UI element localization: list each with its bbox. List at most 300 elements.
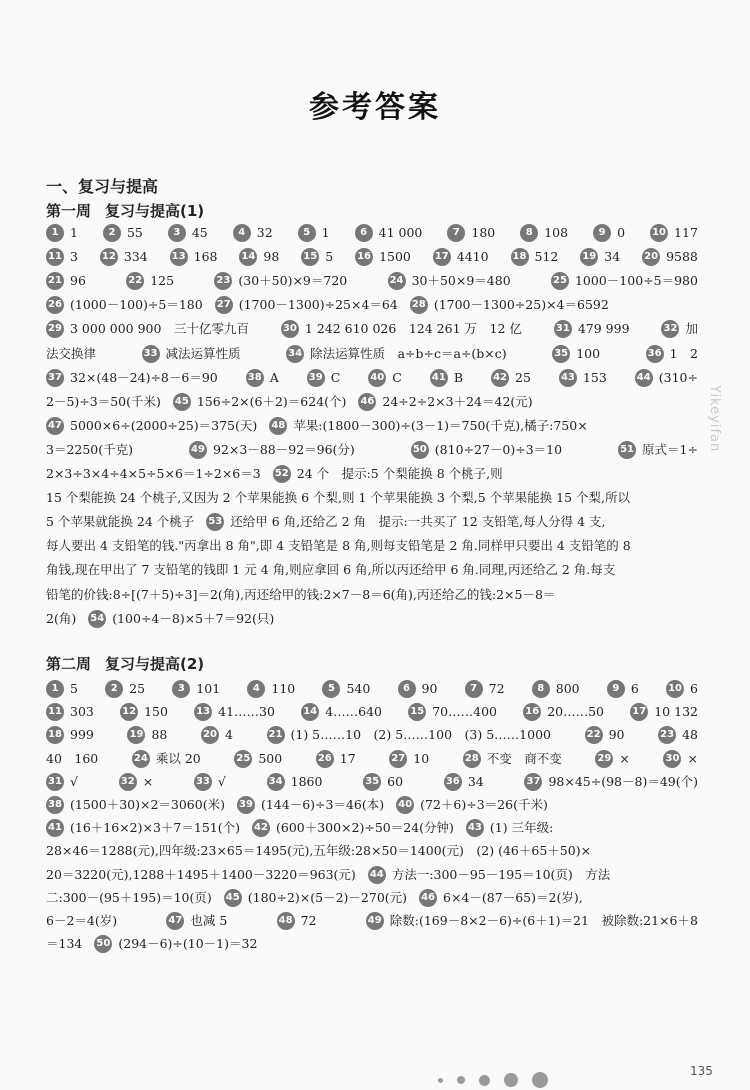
answer-line [46, 817, 698, 839]
answer-item [580, 246, 620, 268]
question-number-badge: 9 [593, 224, 611, 242]
answer-item [172, 678, 220, 700]
answer-text: 加 [685, 321, 698, 337]
answer-text: 方法一:300－95－195＝10(页) 方法 [391, 866, 611, 882]
question-number-badge: 3 [168, 224, 186, 242]
question-number-badge: 38 [246, 369, 264, 387]
question-number-badge: 17 [630, 703, 648, 721]
question-number-badge: 46 [419, 889, 437, 907]
answer-item [301, 701, 382, 723]
answer-text: (810÷27－0)÷3＝10 [434, 441, 563, 457]
answer-text: 168 [193, 249, 218, 265]
answer-text: × [619, 750, 630, 766]
answer-text: 3 [70, 249, 78, 265]
answer-item [126, 270, 174, 292]
question-number-badge: 14 [239, 248, 257, 266]
question-number-badge: 44 [635, 369, 653, 387]
question-number-badge: 30 [281, 320, 299, 338]
answer-text: × [142, 773, 154, 789]
question-number-badge: 12 [120, 703, 138, 721]
answer-item [277, 910, 317, 932]
question-number-badge: 34 [286, 345, 304, 363]
answer-item [168, 222, 208, 244]
answer-text: 98×45÷(98－8)＝49(个) [548, 773, 698, 789]
answer-text: 4410 [456, 249, 489, 265]
answer-item [46, 391, 161, 413]
answer-item [224, 887, 407, 909]
answer-item [281, 318, 522, 340]
answer-text: 10 [413, 750, 430, 766]
question-number-badge: 24 [388, 272, 406, 290]
answer-item [358, 391, 532, 413]
answer-item [559, 367, 607, 389]
answer-text: 9588 [666, 249, 698, 265]
answer-text: 40 160 [46, 750, 99, 766]
answer-text: 70……400 [432, 704, 497, 720]
question-number-badge: 44 [368, 866, 386, 884]
question-number-badge: 50 [411, 441, 429, 459]
answer-text: × [687, 750, 698, 766]
answer-item [595, 748, 629, 770]
answer-item [593, 222, 625, 244]
answer-item [363, 771, 403, 793]
question-number-badge: 25 [551, 272, 569, 290]
answer-text: (600＋300×2)÷50＝24(分钟) [275, 820, 454, 836]
answer-text: 1 [321, 225, 330, 240]
question-number-badge: 14 [301, 703, 319, 721]
question-number-badge: 52 [273, 465, 291, 483]
side-watermark: Yikeyifan [707, 385, 722, 453]
answer-text: 41 000 [378, 225, 423, 240]
question-number-badge: 15 [408, 703, 426, 721]
answer-text: 10 132 [654, 704, 698, 720]
question-number-badge: 11 [46, 248, 64, 266]
answer-text: 17 [339, 750, 356, 766]
question-number-badge: 39 [237, 796, 255, 814]
answer-item [419, 887, 583, 909]
question-number-badge: 31 [46, 773, 64, 791]
answer-item [46, 246, 78, 268]
question-number-badge: 4 [233, 224, 251, 242]
answer-item [246, 367, 279, 389]
answer-item [301, 246, 333, 268]
answer-item [635, 367, 698, 389]
answer-line [46, 559, 698, 581]
answer-item [46, 294, 203, 316]
answer-item [368, 864, 611, 886]
answer-item [316, 748, 356, 770]
question-number-badge: 6 [355, 224, 373, 242]
question-number-badge: 29 [46, 320, 64, 338]
question-number-badge: 21 [46, 272, 64, 290]
answer-text: √ [70, 773, 78, 789]
answer-item [233, 222, 273, 244]
answer-item [46, 463, 261, 485]
answer-text: 512 [534, 249, 559, 265]
answer-text: 92×3－88－92＝96(分) [213, 441, 355, 457]
answer-item [524, 771, 698, 793]
answer-item [410, 294, 609, 316]
answer-text: 125 [150, 273, 175, 289]
answer-item [46, 748, 98, 770]
question-number-badge: 19 [580, 248, 598, 266]
answer-item [630, 701, 698, 723]
answer-text: 34 [467, 773, 484, 789]
answer-line [46, 840, 698, 862]
answer-text: 32×(48－24)÷8－6＝90 [70, 369, 218, 385]
answer-text: 铅笔的价钱:8÷[(7＋5)÷3]＝2(角),丙还给甲的钱:2×7－8＝6(角),丙还给乙的钱:2×5－8＝ [46, 586, 556, 602]
question-number-badge: 17 [433, 248, 451, 266]
question-number-badge: 37 [524, 773, 542, 791]
answer-text: 117 [674, 225, 698, 240]
question-number-badge: 28 [463, 750, 481, 768]
question-number-badge: 34 [267, 773, 285, 791]
question-number-badge: 43 [466, 819, 484, 837]
answer-line [46, 864, 698, 886]
question-number-badge: 27 [215, 296, 233, 314]
answer-line [46, 343, 698, 365]
question-number-badge: 1 [46, 680, 64, 698]
answer-item [618, 439, 698, 461]
answer-text: 110 [271, 681, 296, 696]
answer-text: ＝134 [46, 936, 83, 952]
answer-text: 还给甲 6 角,还给乙 2 角 提示:一共买了 12 支铅笔,每人分得 4 支, [230, 514, 606, 530]
answer-line [46, 584, 698, 606]
answer-item [46, 318, 249, 340]
question-number-badge: 7 [447, 224, 465, 242]
answer-text: 4 [224, 727, 233, 743]
answer-text: 479 999 [577, 321, 630, 337]
answer-item [46, 817, 240, 839]
question-number-badge: 51 [618, 441, 636, 459]
week1-name: 复习与提高(1) [105, 202, 205, 220]
question-number-badge: 5 [322, 680, 340, 698]
answer-text: 4……640 [325, 704, 382, 720]
question-number-badge: 45 [224, 889, 242, 907]
question-number-badge: 8 [532, 680, 550, 698]
answer-text: 0 [617, 225, 626, 240]
answer-item [46, 487, 630, 509]
answer-text: (1) 三年级: [489, 820, 554, 836]
answer-text: 20……50 [547, 704, 605, 720]
question-number-badge: 33 [194, 773, 212, 791]
answer-item [466, 817, 553, 839]
answer-item [239, 246, 279, 268]
answer-line [46, 487, 698, 509]
answer-item [554, 318, 630, 340]
answer-item [650, 222, 698, 244]
answer-line [46, 367, 698, 389]
question-number-badge: 22 [585, 726, 603, 744]
question-number-badge: 32 [119, 773, 137, 791]
question-number-badge: 28 [410, 296, 428, 314]
answer-item [46, 910, 117, 932]
answer-item [46, 864, 356, 886]
answer-text: 98 [263, 249, 280, 265]
question-number-badge: 26 [46, 296, 64, 314]
question-number-badge: 36 [646, 345, 664, 363]
answer-item [119, 771, 153, 793]
question-number-badge: 7 [465, 680, 483, 698]
question-number-badge: 50 [94, 935, 112, 953]
question-number-badge: 13 [194, 703, 212, 721]
answer-item [658, 724, 698, 746]
answer-item [170, 246, 218, 268]
answer-item [46, 771, 78, 793]
week2-title [46, 653, 204, 674]
answer-item [388, 270, 511, 292]
question-number-badge: 5 [298, 224, 316, 242]
answer-text: 150 [144, 704, 168, 720]
answer-item [355, 246, 411, 268]
answer-item [267, 724, 551, 746]
question-number-badge: 10 [650, 224, 668, 242]
answer-text: C [330, 369, 341, 385]
answer-text: 1000－100÷5＝980 [574, 273, 698, 289]
question-number-badge: 45 [173, 393, 191, 411]
question-number-badge: 16 [523, 703, 541, 721]
answer-item [444, 771, 484, 793]
answer-text: 1860 [290, 773, 323, 789]
answer-line [46, 391, 698, 413]
answer-item [103, 222, 143, 244]
answer-item [189, 439, 355, 461]
answer-item [252, 817, 454, 839]
answer-text: 156÷2×(6＋2)＝624(个) [196, 393, 347, 409]
answer-item [430, 367, 463, 389]
question-number-badge: 54 [88, 610, 106, 628]
answer-item [408, 701, 497, 723]
answer-item [298, 222, 330, 244]
answer-text: 34 [604, 249, 621, 265]
answer-item [46, 559, 615, 581]
answer-item [46, 343, 96, 365]
answer-text: 60 [387, 773, 404, 789]
answer-text: 25 [515, 369, 531, 385]
answer-text: 28×46＝1288(元),四年级:23×65＝1495(元),五年级:28×50＝1400(元) (2) (46＋65＋50)× [46, 843, 592, 859]
answer-item [173, 391, 347, 413]
footer-dot [532, 1072, 548, 1088]
answer-item [642, 246, 698, 268]
answer-line [46, 511, 698, 533]
answer-item [551, 270, 698, 292]
answer-text: 90 [608, 727, 625, 743]
answer-text: 二:300－(95＋195)＝10(页) [46, 889, 212, 905]
answer-line [46, 678, 698, 700]
answer-text: 2×3÷3×4÷4×5÷5×6＝1÷2×6＝3 [46, 466, 261, 481]
answer-line [46, 910, 698, 932]
answer-item [520, 222, 568, 244]
answer-item [389, 748, 429, 770]
footer-dot [438, 1078, 443, 1083]
answer-item [166, 910, 227, 932]
answer-line [46, 463, 698, 485]
question-number-badge: 27 [389, 750, 407, 768]
question-number-badge: 39 [307, 369, 325, 387]
answer-text: (294－6)÷(10－1)＝32 [118, 936, 258, 952]
question-number-badge: 49 [366, 912, 384, 930]
answer-item [214, 270, 347, 292]
answer-text: 5000×6÷(2000÷25)＝375(天) [70, 417, 258, 433]
answer-item [127, 724, 167, 746]
answer-text: 41……30 [218, 704, 275, 720]
answer-item [100, 246, 148, 268]
answer-text: 72 [300, 913, 317, 928]
question-number-badge: 22 [126, 272, 144, 290]
answer-line [46, 701, 698, 723]
answer-item [523, 701, 604, 723]
answer-item [237, 794, 384, 816]
answer-line [46, 887, 698, 909]
answer-text: (100÷4－8)×5＋7＝92(只) [112, 610, 275, 626]
answer-text: 800 [555, 681, 580, 696]
answer-text: 也减 5 [190, 913, 228, 928]
answer-text: 3＝2250(千克) [46, 441, 134, 457]
answer-item [46, 367, 218, 389]
question-number-badge: 46 [358, 393, 376, 411]
answer-line [46, 933, 698, 955]
page-title: 参考答案 [309, 90, 441, 125]
answer-text: 6 [690, 681, 698, 696]
answer-text: 5 [70, 681, 78, 696]
answer-item [46, 439, 133, 461]
answer-line [46, 535, 698, 557]
answer-item [46, 887, 212, 909]
answer-text: 2－5)÷3＝50(千米) [46, 393, 161, 409]
answer-text: A [269, 369, 279, 385]
answer-text: 334 [123, 249, 148, 265]
question-number-badge: 16 [355, 248, 373, 266]
answer-item [433, 246, 489, 268]
answer-line [46, 294, 698, 316]
answer-text: 153 [582, 369, 607, 385]
answer-line [46, 270, 698, 292]
question-number-badge: 43 [559, 369, 577, 387]
question-number-badge: 37 [46, 369, 64, 387]
footer-dot [457, 1076, 465, 1084]
answer-item [194, 771, 226, 793]
answer-line [46, 439, 698, 461]
page-number: 135 [690, 1064, 713, 1078]
answer-text: 除数:(169－8×2－6)÷(6＋1)＝21 被除数:21×6＋8 [389, 913, 698, 928]
answer-text: 减法运算性质 [165, 345, 241, 361]
answer-text: (144－6)÷3＝46(本) [260, 797, 385, 812]
answer-item [46, 608, 76, 630]
answer-item [46, 933, 82, 955]
answer-text: 96 [70, 273, 86, 289]
answer-item [267, 771, 323, 793]
answer-item [663, 748, 697, 770]
week2-label: 第二周 [46, 655, 92, 673]
question-number-badge: 1 [46, 224, 64, 242]
answer-item [88, 608, 274, 630]
answer-text: 1 242 610 026 124 261 万 12 亿 [304, 321, 522, 337]
answer-item [46, 840, 591, 862]
answer-item [447, 222, 495, 244]
question-number-badge: 13 [170, 248, 188, 266]
week2-name: 复习与提高(2) [105, 655, 205, 673]
answer-item [247, 678, 295, 700]
answer-item [511, 246, 559, 268]
answer-text: 6－2＝4(岁) [46, 913, 118, 928]
question-number-badge: 2 [103, 224, 121, 242]
answer-text: 999 [70, 727, 94, 743]
answer-text: (1500＋30)×2＝3060(米) [70, 797, 225, 812]
answer-text: 5 个苹果就能换 24 个桃子 [46, 514, 195, 530]
question-number-badge: 35 [363, 773, 381, 791]
answer-item [491, 367, 531, 389]
answer-item [94, 933, 257, 955]
answer-text: (30＋50)×9＝720 [238, 273, 348, 289]
answer-item [368, 367, 402, 389]
answer-text: 48 [682, 727, 698, 743]
answer-item [269, 415, 587, 437]
answer-text: (1000－100)÷5＝180 [70, 297, 203, 313]
question-number-badge: 9 [607, 680, 625, 698]
answer-item [552, 343, 600, 365]
question-number-badge: 33 [142, 345, 160, 363]
answer-text: 1 [70, 225, 78, 240]
question-number-badge: 40 [396, 796, 414, 814]
question-number-badge: 11 [46, 703, 64, 721]
answer-item [585, 724, 625, 746]
question-number-badge: 19 [127, 726, 145, 744]
answer-line [46, 724, 698, 746]
question-number-badge: 32 [661, 320, 679, 338]
answer-text: 88 [151, 727, 168, 743]
answer-text: (1700－1300)÷25×4＝64 [238, 297, 398, 313]
answer-item [46, 584, 555, 606]
question-number-badge: 6 [398, 680, 416, 698]
answer-line [46, 771, 698, 793]
answer-item [215, 294, 398, 316]
answer-text: √ [217, 773, 226, 789]
answer-text: (1) 5……10 (2) 5……100 (3) 5……1000 [290, 727, 551, 743]
answer-text: 1500 [379, 249, 411, 265]
answer-item [463, 748, 562, 770]
question-number-badge: 25 [234, 750, 252, 768]
answer-text: 32 [256, 225, 273, 240]
answer-text: 除法运算性质 a÷b÷c＝a÷(b×c) [310, 345, 507, 361]
answer-text: 角钱,现在甲出了 7 支铅笔的钱即 1 元 4 角,则应拿回 6 角,所以丙还给甲 6 角.同理,丙还给乙 2 角.每支 [46, 562, 616, 578]
answer-item [46, 535, 631, 557]
answer-item [120, 701, 168, 723]
answer-item [46, 270, 86, 292]
answer-text: 25 [129, 681, 146, 696]
answer-text: 法交换律 [46, 345, 97, 361]
answer-text: 2(角) [46, 610, 77, 626]
question-number-badge: 47 [46, 417, 64, 435]
answer-item [607, 678, 639, 700]
question-number-badge: 12 [100, 248, 118, 266]
question-number-badge: 48 [269, 417, 287, 435]
answer-text: 原式＝1÷ [642, 441, 698, 457]
week1-title [46, 200, 204, 221]
answer-line [46, 246, 698, 268]
question-number-badge: 35 [552, 345, 570, 363]
answer-item [194, 701, 275, 723]
answer-text: 24÷2÷2×3＋24＝42(元) [382, 393, 533, 409]
answer-line [46, 608, 698, 630]
answer-text: 72 [488, 681, 505, 696]
answer-item [666, 678, 698, 700]
answer-text: 101 [196, 681, 221, 696]
answer-item [465, 678, 505, 700]
answer-item [661, 318, 698, 340]
question-number-badge: 20 [201, 726, 219, 744]
answer-text: 500 [258, 750, 283, 766]
question-number-badge: 8 [520, 224, 538, 242]
